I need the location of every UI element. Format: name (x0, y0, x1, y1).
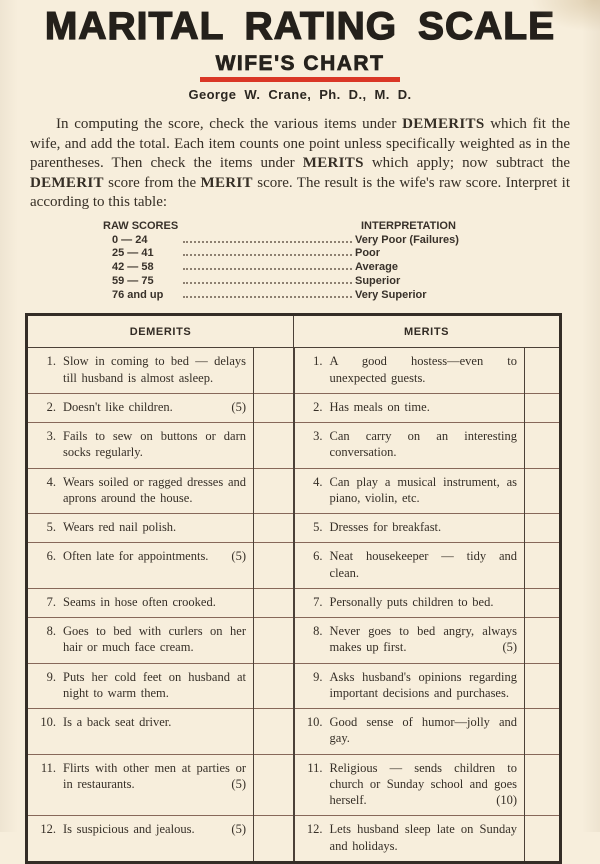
score-interpretation: Superior (355, 274, 401, 287)
item-weight: (5) (231, 776, 246, 791)
merit-item-cell (294, 543, 525, 589)
dots-leader (183, 268, 352, 270)
merit-check-cell[interactable] (525, 423, 561, 469)
rating-table (25, 313, 562, 864)
item-text: Wears red nail polish. (63, 520, 177, 535)
item-text: Neat housekeeper — tidy and clean. (329, 549, 518, 580)
merit-item-cell (294, 514, 525, 543)
demerit-check-cell[interactable] (254, 588, 294, 617)
item-weight: (5) (231, 399, 246, 414)
merit-item (299, 821, 518, 854)
score-range: 76 and up (112, 288, 164, 301)
merit-check-cell[interactable] (525, 588, 561, 617)
demerit-item (32, 474, 246, 507)
demerit-item-cell (27, 514, 254, 543)
merit-item-cell (294, 588, 525, 617)
merit-item-cell (294, 393, 525, 422)
item-number: 4. (313, 474, 323, 489)
merit-item (299, 353, 518, 386)
item-text: Is suspicious and jealous. (5) (63, 822, 246, 837)
demerit-check-cell[interactable] (254, 618, 294, 664)
demerit-check-cell[interactable] (254, 348, 294, 394)
item-number: 12. (306, 822, 323, 837)
item-weight: (5) (502, 640, 518, 655)
merit-check-cell[interactable] (525, 393, 561, 422)
item-number: 11. (40, 760, 56, 775)
demerit-item-cell (27, 393, 254, 422)
intro-text: which apply; now subtract the (363, 155, 570, 171)
item-number: 5. (46, 520, 56, 535)
dots-leader (183, 296, 352, 298)
byline: George W. Crane, Ph. D., M. D. (188, 87, 412, 102)
intro-emphasis-text: DEMERITS (402, 116, 485, 132)
item-number: 12. (40, 822, 56, 837)
item-number: 7. (46, 594, 56, 609)
intro-text: which fit the wife, and add the total. Each item counts one point unless specifically weighted as in the parentheses. Then check the items under (30, 116, 570, 171)
merit-item-cell (294, 423, 525, 469)
item-number: 1. (46, 354, 56, 369)
demerits-column-header: DEMERITS (27, 315, 294, 348)
page-subtitle: WIFE'S CHART (215, 52, 385, 75)
demerit-item-cell (27, 543, 254, 589)
merit-item (299, 714, 518, 747)
item-weight: (5) (231, 549, 246, 564)
item-number: 1. (313, 354, 323, 369)
merit-check-cell[interactable] (525, 618, 561, 664)
demerit-item-cell (27, 618, 254, 664)
intro-text: score. The result is the wife's raw score. Interpret it according to this table: (30, 174, 570, 210)
merit-item-cell (294, 618, 525, 664)
item-number: 3. (46, 429, 56, 444)
merit-item-cell (294, 468, 525, 514)
item-number: 5. (313, 520, 323, 535)
demerit-item (32, 760, 246, 793)
demerit-item (32, 353, 246, 386)
item-text: Can play a musical instrument, as piano, violin, etc. (329, 474, 518, 505)
dots-leader (183, 241, 352, 243)
rating-row (27, 348, 561, 394)
item-number: 2. (313, 399, 323, 414)
item-text: Wears soiled or ragged dresses and aprons around the house. (63, 474, 246, 505)
demerit-item-cell (27, 663, 254, 709)
merit-item (299, 760, 518, 809)
demerit-item (32, 623, 246, 656)
merit-item (299, 519, 518, 535)
merits-column-header: MERITS (294, 315, 561, 348)
item-number: 11. (307, 760, 323, 775)
merit-item (299, 428, 518, 461)
score-key-row (103, 247, 533, 261)
score-range: 42 — 58 (112, 261, 154, 274)
item-number: 3. (313, 429, 323, 444)
demerit-item-cell (27, 709, 254, 755)
item-text: Good sense of humor—jolly and gay. (329, 715, 518, 746)
rating-row (27, 423, 561, 469)
merit-item (299, 474, 518, 507)
item-number: 4. (46, 474, 56, 489)
item-number: 6. (313, 549, 323, 564)
dots-leader (183, 254, 352, 256)
item-weight: (5) (231, 822, 246, 837)
merit-item-cell (294, 709, 525, 755)
merit-item-cell (294, 663, 525, 709)
demerit-check-cell[interactable] (254, 468, 294, 514)
item-text: Never goes to bed angry, always makes up first. (5) (329, 624, 518, 655)
intro-emphasis-text: MERIT (200, 174, 253, 191)
red-underline (200, 77, 400, 82)
item-text: Lets husband sleep late on Sunday and holidays. (329, 822, 518, 853)
demerit-item (32, 428, 246, 461)
page-title: MARITAL RATING SCALE (44, 5, 556, 48)
item-text: Seams in hose often crooked. (63, 594, 216, 609)
score-key-row (103, 275, 533, 289)
demerit-item (32, 399, 246, 415)
merit-check-cell[interactable] (525, 816, 561, 863)
intro-paragraph (30, 115, 570, 213)
item-text: Has meals on time. (329, 399, 430, 414)
demerit-check-cell[interactable] (254, 393, 294, 422)
merit-check-cell[interactable] (525, 468, 561, 514)
merit-check-cell[interactable] (525, 754, 561, 816)
item-text: A good hostess—even to unexpected guests. (329, 354, 518, 385)
demerit-check-cell[interactable] (254, 663, 294, 709)
item-text: Dresses for breakfast. (329, 520, 442, 535)
demerit-item (32, 714, 246, 730)
item-text: Slow in coming to bed — delays till husband is almost asleep. (63, 354, 246, 385)
demerit-check-cell[interactable] (254, 543, 294, 589)
item-text: Is a back seat driver. (63, 715, 172, 730)
score-interpretation: Average (355, 261, 399, 274)
rating-row (27, 709, 561, 755)
item-text: Goes to bed with curlers on her hair or much face cream. (63, 624, 246, 655)
item-number: 7. (313, 594, 323, 609)
merit-item-cell (294, 816, 525, 863)
score-interpretation: Very Poor (Failures) (355, 233, 459, 246)
score-interpretation: Poor (355, 247, 381, 260)
rating-row (27, 468, 561, 514)
demerit-item (32, 821, 246, 837)
merit-item-cell (294, 754, 525, 816)
raw-scores-header: RAW SCORES (103, 219, 179, 232)
demerit-item (32, 519, 246, 535)
item-weight: (10) (496, 793, 518, 808)
demerit-item-cell (27, 423, 254, 469)
item-text: Personally puts children to bed. (329, 594, 494, 609)
demerit-item-cell (27, 468, 254, 514)
rating-row (27, 588, 561, 617)
document-header (0, 7, 600, 102)
score-key-row (103, 234, 533, 248)
item-text: Fails to sew on buttons or darn socks regularly. (63, 429, 246, 460)
rating-row (27, 543, 561, 589)
merit-item (299, 548, 518, 581)
score-range: 59 — 75 (112, 274, 154, 287)
demerit-item-cell (27, 754, 254, 816)
item-text: Asks husband's opinions regarding important decisions and purchases. (329, 669, 518, 700)
score-key-row (103, 261, 533, 275)
rating-row (27, 618, 561, 664)
demerit-item-cell (27, 348, 254, 394)
rating-row (27, 663, 561, 709)
merit-item (299, 669, 518, 702)
merit-item (299, 399, 518, 415)
demerit-check-cell[interactable] (254, 423, 294, 469)
demerit-check-cell[interactable] (254, 709, 294, 755)
score-interpretation: Very Superior (355, 288, 427, 301)
rating-row (27, 816, 561, 863)
intro-emphasis-text: DEMERIT (30, 174, 104, 191)
merit-item (299, 623, 518, 656)
intro-emphasis-text: MERITS (302, 155, 364, 171)
merit-item-cell (294, 348, 525, 394)
item-number: 6. (46, 549, 56, 564)
rating-row (27, 393, 561, 422)
demerit-check-cell[interactable] (254, 754, 294, 816)
item-text: Doesn't like children. (5) (63, 399, 246, 414)
interpretation-key (103, 220, 533, 303)
item-number: 10. (306, 715, 323, 730)
score-range: 25 — 41 (112, 247, 154, 260)
interpretation-header: INTERPRETATION (361, 219, 456, 232)
demerit-check-cell[interactable] (254, 514, 294, 543)
rating-table-header-row (27, 315, 561, 348)
demerit-item (32, 669, 246, 702)
item-number: 9. (46, 669, 56, 684)
demerit-item (32, 594, 246, 610)
intro-text: score from the (103, 174, 201, 191)
demerit-item-cell (27, 588, 254, 617)
merit-check-cell[interactable] (525, 709, 561, 755)
item-text: Can carry on an interesting conversation. (329, 429, 518, 460)
demerit-check-cell[interactable] (254, 816, 294, 863)
merit-check-cell[interactable] (525, 514, 561, 543)
demerit-item-cell (27, 816, 254, 863)
item-text: Religious — sends children to church or Sunday school and goes herself. (10) (329, 760, 518, 808)
demerit-item (32, 548, 246, 564)
merit-check-cell[interactable] (525, 543, 561, 589)
item-number: 9. (313, 669, 323, 684)
merit-check-cell[interactable] (525, 348, 561, 394)
item-number: 8. (313, 624, 323, 639)
item-text: Flirts with other men at parties or in restaurants. (5) (63, 760, 246, 791)
score-key-row (103, 289, 533, 303)
merit-check-cell[interactable] (525, 663, 561, 709)
dots-leader (183, 282, 352, 284)
interpretation-key-rows (103, 234, 533, 303)
rating-row (27, 754, 561, 816)
item-number: 2. (46, 399, 56, 414)
item-text: Puts her cold feet on husband at night to warm them. (63, 669, 246, 700)
interpretation-key-header (103, 220, 533, 234)
intro-text: In computing the score, check the various items under (56, 116, 403, 132)
rating-row (27, 514, 561, 543)
merit-item (299, 594, 518, 610)
item-number: 10. (40, 715, 56, 730)
item-text: Often late for appointments. (5) (63, 549, 246, 564)
score-range: 0 — 24 (112, 233, 148, 246)
item-number: 8. (46, 624, 56, 639)
